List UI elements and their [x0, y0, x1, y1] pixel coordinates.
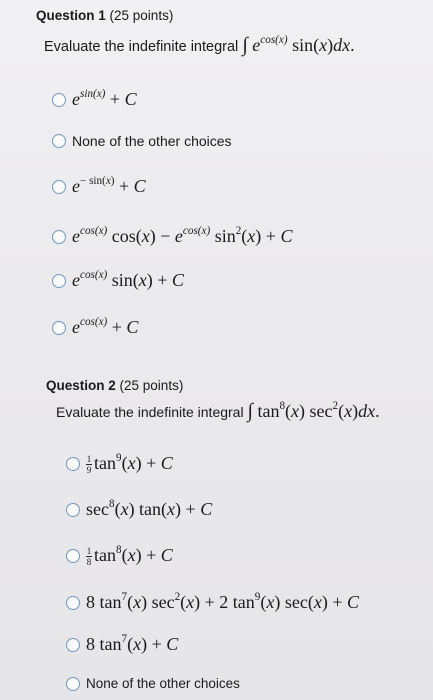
- q1-option-5-label: $e^{cos(x)}$ sin(x) + C: [72, 269, 184, 290]
- q2-option-6[interactable]: [66, 676, 240, 691]
- question-2-points: (25 points): [119, 378, 184, 393]
- q2-option-2-label: $\sec^8(x) \tan(x) + C$: [86, 498, 213, 519]
- q2-option-6-label: None of the other choices: [86, 676, 240, 691]
- question-1-title: [36, 8, 173, 23]
- q1-option-6[interactable]: [52, 317, 138, 338]
- q2-option-5-label: 8 $\tan^7(x) + C$: [86, 633, 179, 654]
- question-1-prompt: [44, 34, 355, 57]
- radio-button[interactable]: [52, 180, 66, 194]
- q1-option-2[interactable]: [52, 133, 232, 149]
- radio-button[interactable]: [52, 321, 66, 335]
- radio-button[interactable]: [52, 93, 66, 107]
- q1-option-1[interactable]: [52, 89, 137, 110]
- radio-button[interactable]: [66, 638, 80, 652]
- q1-option-4-label: $e^{cos(x)}$ $\cos(x) - e^{cos(x)}$ $\sin^2(x) + C$: [72, 225, 293, 246]
- question-2-integral: ∫ $\tan^8(x)$ $\sec^2(x)dx$.: [247, 400, 380, 422]
- radio-button[interactable]: [66, 457, 80, 471]
- radio-button[interactable]: [52, 274, 66, 288]
- q1-option-6-label: $e^{cos(x)} + C$: [72, 316, 139, 337]
- question-1-points: (25 points): [109, 8, 174, 23]
- question-2-prompt-text: Evaluate the indefinite integral: [56, 404, 244, 420]
- radio-button[interactable]: [66, 549, 80, 563]
- q1-option-2-label: None of the other choices: [72, 133, 232, 149]
- q2-option-4-label: 8 $\tan^7(x) \sec^2(x) + 2$ $\tan^9(x) \sec(x) + C$: [86, 591, 360, 612]
- q2-option-4[interactable]: [66, 592, 359, 613]
- q2-option-5[interactable]: [66, 634, 178, 655]
- radio-button[interactable]: [66, 677, 80, 691]
- q2-option-1-label: $\frac{1}{9}$ $\tan^9(x) + C$: [86, 452, 173, 476]
- q1-option-4[interactable]: [52, 226, 292, 247]
- q1-option-3-label: $e^{- sin(x)} + C$: [72, 175, 146, 196]
- question-2-number: Question 2: [46, 378, 116, 393]
- q1-option-5[interactable]: [52, 270, 184, 291]
- question-2-title: [46, 378, 183, 393]
- q2-option-3-label: $\frac{1}{8}$ $\tan^8(x) + C$: [86, 544, 173, 568]
- question-2-prompt: [56, 400, 380, 423]
- radio-button[interactable]: [66, 596, 80, 610]
- q2-option-1[interactable]: [66, 453, 173, 475]
- q2-option-2[interactable]: [66, 499, 212, 520]
- radio-button[interactable]: [66, 503, 80, 517]
- question-1-integral: ∫ $e^{cos(x)}$ sin(x)dx.: [242, 34, 355, 56]
- q1-option-1-label: $e^{sin(x)} + C$: [72, 88, 137, 109]
- radio-button[interactable]: [52, 230, 66, 244]
- radio-button[interactable]: [52, 134, 66, 148]
- question-1-number: Question 1: [36, 8, 106, 23]
- question-1-prompt-text: Evaluate the indefinite integral: [44, 39, 239, 55]
- q2-option-3[interactable]: [66, 545, 173, 567]
- q1-option-3[interactable]: [52, 176, 146, 197]
